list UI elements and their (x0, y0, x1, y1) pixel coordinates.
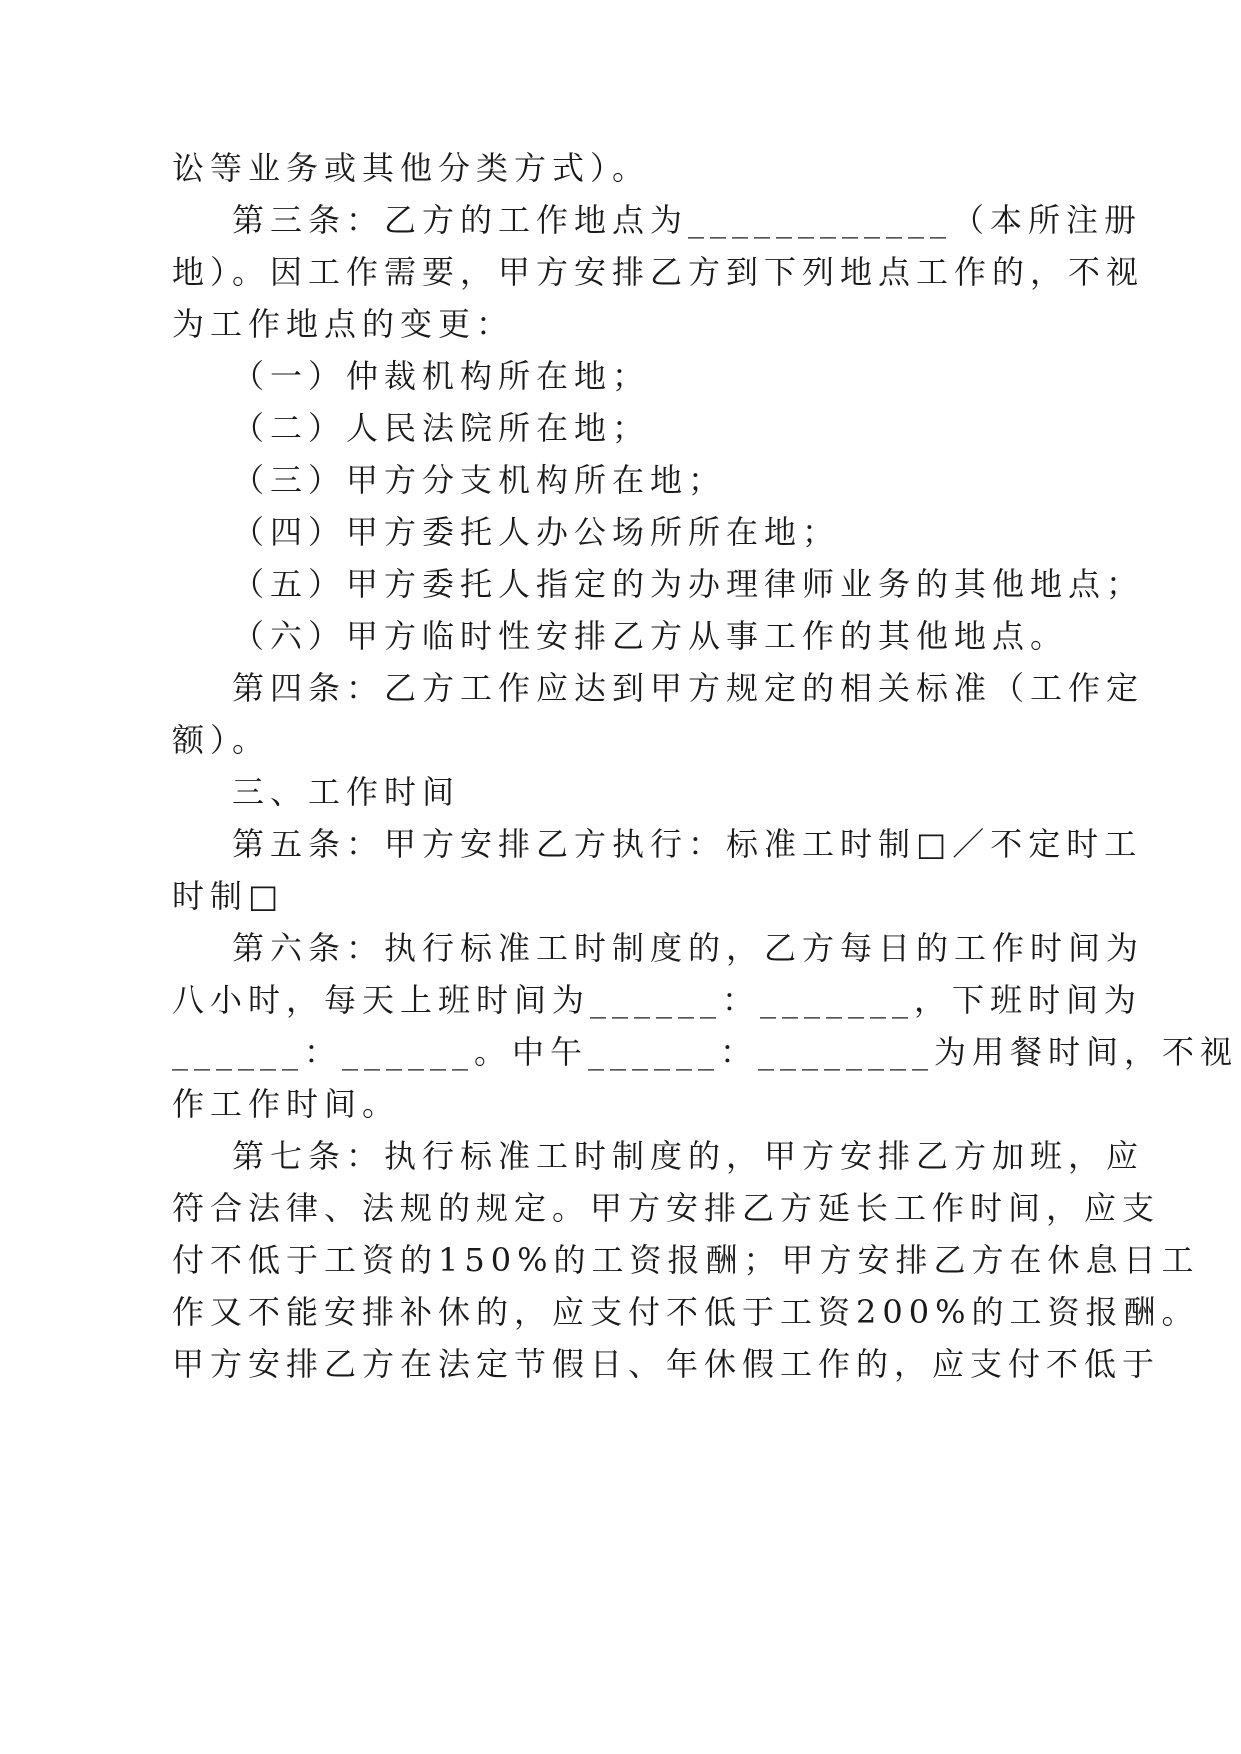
text-line: ______：______。中午______：________为用餐时间，不视 (172, 1033, 1239, 1071)
text-line: 第六条：执行标准工时制度的，乙方每日的工作时间为 (232, 929, 1145, 967)
text-line: （二）人民法院所在地； (232, 409, 651, 447)
text-line: 第四条：乙方工作应达到甲方规定的相关标准（工作定 (232, 669, 1145, 707)
text-line: 付不低于工资的150%的工资报酬；甲方安排乙方在休息日工 (172, 1241, 1200, 1279)
text-line: 时制□ (172, 877, 285, 915)
text-line: 第七条：执行标准工时制度的，甲方安排乙方加班，应 (232, 1137, 1145, 1175)
text-line: （一）仲裁机构所在地； (232, 357, 651, 395)
text-line: （三）甲方分支机构所在地； (232, 461, 727, 499)
text-line: 第三条：乙方的工作地点为____________（本所注册 (232, 201, 1143, 239)
text-line: 作工作时间。 (172, 1085, 401, 1123)
text-line: 地）。因工作需要，甲方安排乙方到下列地点工作的，不视 (172, 253, 1145, 291)
text-line: 为工作地点的变更： (172, 305, 515, 343)
text-line: 作又不能安排补休的，应支付不低于工资200%的工资报酬。 (172, 1293, 1200, 1331)
text-line: 第五条：甲方安排乙方执行：标准工时制□／不定时工 (232, 825, 1143, 863)
section-heading: 三、工作时间 (232, 773, 461, 811)
text-line: （五）甲方委托人指定的为办理律师业务的其他地点； (232, 565, 1145, 603)
text-line: 符合法律、法规的规定。甲方安排乙方延长工作时间，应支 (172, 1189, 1161, 1227)
text-line: 八小时，每天上班时间为______：_______，下班时间为 (172, 981, 1143, 1019)
text-line: 甲方安排乙方在法定节假日、年休假工作的，应支付不低于 (172, 1345, 1161, 1383)
text-line: （六）甲方临时性安排乙方从事工作的其他地点。 (232, 617, 1069, 655)
text-line: 讼等业务或其他分类方式）。 (172, 149, 651, 187)
text-line: （四）甲方委托人办公场所所在地； (232, 513, 841, 551)
text-line: 额）。 (172, 721, 271, 759)
